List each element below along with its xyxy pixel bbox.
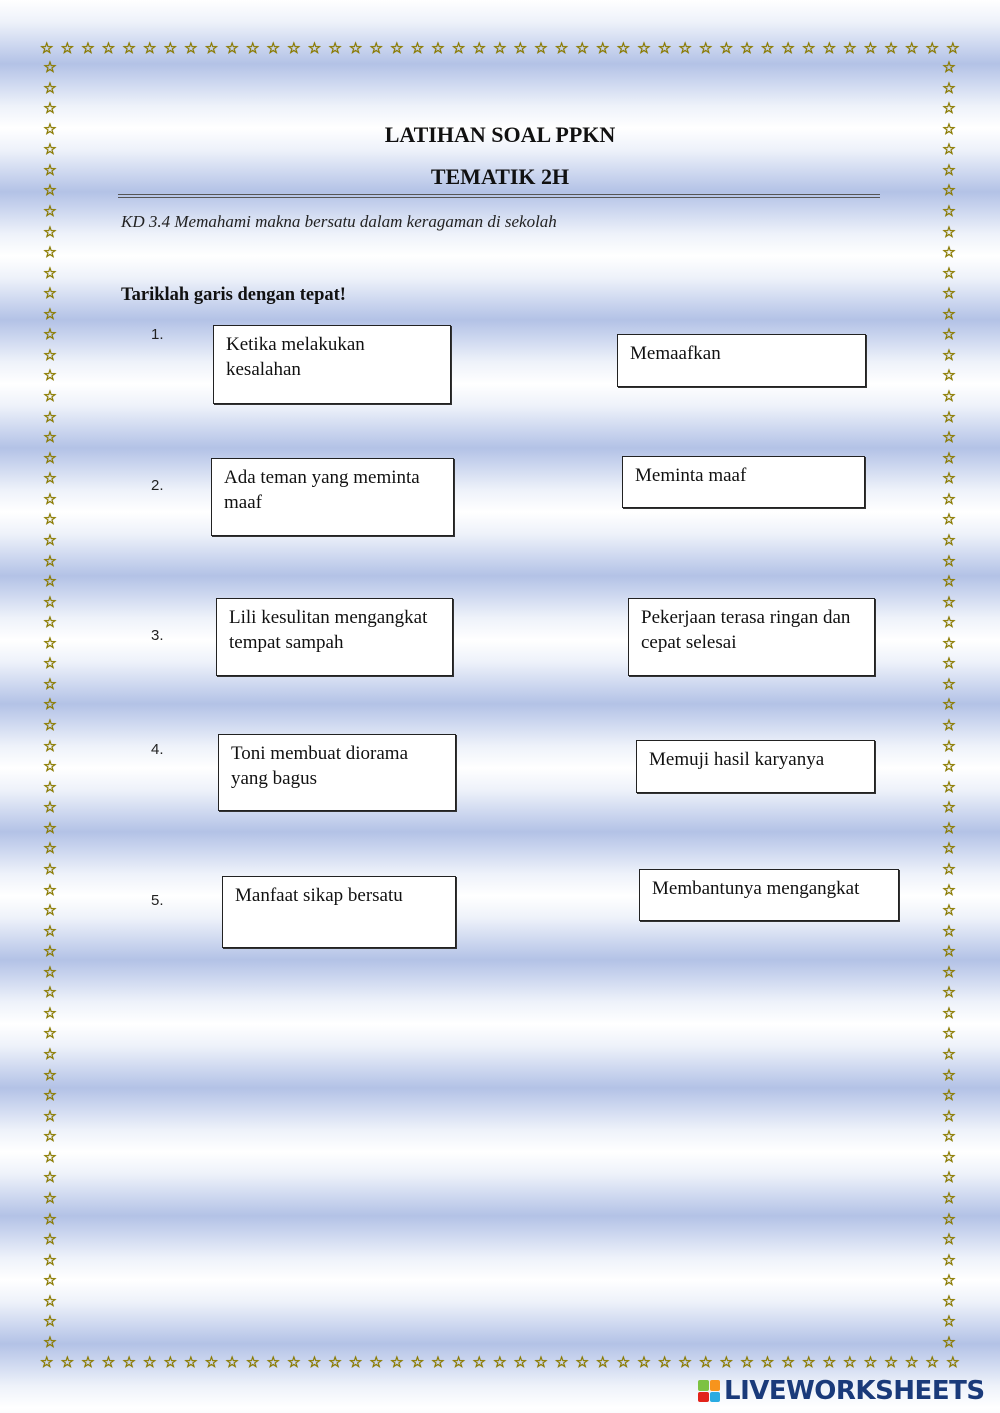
star-icon: ☆ [43, 736, 57, 755]
star-icon: ☆ [184, 1352, 198, 1371]
star-icon: ☆ [43, 510, 57, 529]
star-icon: ☆ [942, 942, 956, 961]
star-icon: ☆ [942, 448, 956, 467]
star-icon: ☆ [942, 777, 956, 796]
star-icon: ☆ [942, 160, 956, 179]
star-icon: ☆ [43, 1024, 57, 1043]
star-icon: ☆ [884, 38, 898, 57]
star-icon: ☆ [43, 695, 57, 714]
star-icon: ☆ [43, 798, 57, 817]
star-icon: ☆ [43, 530, 57, 549]
star-icon: ☆ [942, 1086, 956, 1105]
star-icon: ☆ [43, 859, 57, 878]
competency-statement: KD 3.4 Memahami makna bersatu dalam keragaman di sekolah [121, 212, 557, 231]
star-icon: ☆ [942, 1291, 956, 1310]
star-icon: ☆ [719, 1352, 734, 1371]
star-icon: ☆ [942, 839, 956, 858]
star-icon: ☆ [43, 1250, 57, 1269]
star-icon: ☆ [781, 1352, 795, 1371]
star-icon: ☆ [513, 38, 528, 57]
star-icon: ☆ [225, 38, 239, 57]
star-icon: ☆ [43, 469, 57, 488]
star-icon: ☆ [942, 1003, 956, 1022]
star-icon: ☆ [942, 119, 956, 138]
star-icon: ☆ [43, 942, 57, 961]
star-icon: ☆ [81, 38, 95, 57]
star-icon: ☆ [60, 1352, 75, 1371]
star-icon: ☆ [942, 757, 956, 776]
star-icon: ☆ [43, 880, 57, 899]
star-icon: ☆ [942, 1045, 956, 1063]
star-icon: ☆ [431, 38, 445, 57]
star-icon: ☆ [942, 304, 956, 323]
star-icon: ☆ [43, 222, 57, 241]
star-icon: ☆ [43, 201, 57, 220]
star-icon: ☆ [942, 140, 956, 159]
answer-box-5[interactable]: Membantunya mengangkat [639, 869, 899, 921]
star-icon: ☆ [43, 1209, 57, 1228]
star-icon: ☆ [43, 428, 57, 447]
star-icon: ☆ [942, 345, 956, 364]
star-icon: ☆ [946, 38, 960, 57]
star-icon: ☆ [390, 1352, 404, 1371]
star-icon: ☆ [43, 962, 57, 981]
star-icon: ☆ [942, 736, 956, 755]
star-icon: ☆ [942, 962, 956, 981]
star-icon: ☆ [942, 407, 956, 426]
border-right [939, 60, 959, 1350]
star-icon: ☆ [43, 654, 57, 673]
star-icon: ☆ [822, 1352, 837, 1371]
star-icon: ☆ [184, 38, 198, 57]
star-icon: ☆ [863, 1352, 878, 1371]
star-icon: ☆ [942, 572, 956, 591]
star-icon: ☆ [942, 901, 956, 920]
star-icon: ☆ [204, 1352, 219, 1371]
star-icon: ☆ [942, 510, 956, 529]
star-icon: ☆ [699, 1352, 713, 1371]
star-icon: ☆ [43, 592, 57, 611]
star-icon: ☆ [43, 160, 57, 179]
star-icon: ☆ [43, 716, 57, 734]
logo-square-green [698, 1380, 709, 1391]
star-icon: ☆ [942, 181, 956, 200]
star-icon: ☆ [43, 448, 57, 467]
star-icon: ☆ [43, 1065, 57, 1084]
star-icon: ☆ [575, 1352, 589, 1371]
border-left [40, 60, 60, 1350]
star-icon: ☆ [142, 1352, 157, 1371]
star-icon: ☆ [884, 1352, 898, 1371]
answer-box-3[interactable]: Pekerjaan terasa ringan dan cepat selesai [628, 598, 875, 676]
star-icon: ☆ [699, 38, 713, 57]
star-icon: ☆ [43, 304, 57, 323]
star-icon: ☆ [942, 530, 956, 549]
star-icon: ☆ [410, 1352, 425, 1371]
star-icon: ☆ [60, 38, 75, 57]
star-icon: ☆ [942, 674, 956, 693]
star-icon: ☆ [122, 1352, 136, 1371]
star-icon: ☆ [43, 407, 57, 426]
logo-square-orange [710, 1380, 721, 1391]
star-icon: ☆ [410, 38, 425, 57]
star-icon: ☆ [942, 592, 956, 611]
star-icon: ☆ [348, 38, 363, 57]
star-icon: ☆ [942, 1106, 956, 1125]
star-icon: ☆ [43, 1291, 57, 1310]
star-icon: ☆ [369, 38, 383, 57]
question-box-5[interactable]: Manfaat sikap bersatu [222, 876, 456, 948]
star-icon: ☆ [942, 489, 956, 508]
star-icon: ☆ [843, 1352, 857, 1371]
instruction-text: Tariklah garis dengan tepat! [121, 285, 346, 305]
star-icon: ☆ [493, 38, 507, 57]
star-icon: ☆ [328, 38, 342, 57]
question-box-4[interactable]: Toni membuat diorama yang bagus [218, 734, 456, 811]
star-icon: ☆ [942, 78, 956, 97]
star-icon: ☆ [43, 284, 57, 303]
star-icon: ☆ [43, 901, 57, 920]
star-icon: ☆ [942, 551, 956, 570]
star-icon: ☆ [43, 1003, 57, 1022]
logo-square-lightblue [710, 1392, 721, 1403]
star-icon: ☆ [43, 1168, 57, 1187]
star-icon: ☆ [942, 859, 956, 878]
star-icon: ☆ [43, 1147, 57, 1166]
star-icon: ☆ [942, 716, 956, 734]
logo-text: LIVEWORKSHEETS [724, 1376, 985, 1406]
star-icon: ☆ [942, 1188, 956, 1207]
star-icon: ☆ [43, 181, 57, 200]
star-icon: ☆ [925, 1352, 939, 1371]
star-icon: ☆ [534, 1352, 548, 1371]
star-icon: ☆ [760, 38, 775, 57]
star-icon: ☆ [43, 818, 57, 837]
star-icon: ☆ [431, 1352, 445, 1371]
star-icon: ☆ [43, 1045, 57, 1063]
star-icon: ☆ [43, 674, 57, 693]
star-icon: ☆ [43, 243, 57, 262]
star-icon: ☆ [43, 1106, 57, 1125]
star-icon: ☆ [163, 1352, 178, 1371]
star-icon: ☆ [40, 1352, 54, 1371]
star-icon: ☆ [863, 38, 878, 57]
star-icon: ☆ [942, 613, 956, 632]
star-icon: ☆ [43, 1188, 57, 1207]
star-icon: ☆ [43, 1312, 57, 1331]
star-icon: ☆ [245, 38, 260, 57]
star-icon: ☆ [942, 1209, 956, 1228]
star-icon: ☆ [942, 325, 956, 344]
border-top [40, 38, 960, 58]
star-icon: ☆ [266, 38, 280, 57]
border-bottom [40, 1352, 960, 1372]
star-icon: ☆ [596, 38, 610, 57]
star-icon: ☆ [904, 1352, 919, 1371]
star-icon: ☆ [740, 38, 754, 57]
star-icon: ☆ [513, 1352, 528, 1371]
title-divider-bottom [118, 197, 880, 198]
star-icon: ☆ [946, 1352, 960, 1371]
page-subtitle: TEMATIK 2H [430, 164, 570, 189]
star-icon: ☆ [678, 1352, 692, 1371]
star-icon: ☆ [740, 1352, 754, 1371]
star-icon: ☆ [287, 1352, 301, 1371]
star-icon: ☆ [43, 1332, 57, 1350]
star-icon: ☆ [942, 1271, 956, 1290]
star-icon: ☆ [942, 284, 956, 303]
star-icon: ☆ [596, 1352, 610, 1371]
star-icon: ☆ [942, 818, 956, 837]
star-icon: ☆ [43, 1127, 57, 1146]
page-title: LATIHAN SOAL PPKN [384, 122, 616, 147]
star-icon: ☆ [43, 325, 57, 344]
logo-square-red [698, 1392, 709, 1403]
star-icon: ☆ [554, 1352, 569, 1371]
star-icon: ☆ [942, 1230, 956, 1249]
star-icon: ☆ [942, 222, 956, 241]
star-icon: ☆ [43, 1271, 57, 1290]
liveworksheets-logo [698, 1376, 985, 1406]
star-icon: ☆ [287, 38, 301, 57]
star-icon: ☆ [942, 201, 956, 220]
star-icon: ☆ [43, 613, 57, 632]
star-icon: ☆ [472, 38, 486, 57]
star-icon: ☆ [942, 1312, 956, 1331]
star-icon: ☆ [43, 551, 57, 570]
star-icon: ☆ [942, 1250, 956, 1269]
star-icon: ☆ [40, 38, 54, 57]
star-icon: ☆ [942, 1024, 956, 1043]
star-icon: ☆ [942, 983, 956, 1002]
star-icon: ☆ [43, 387, 57, 405]
star-icon: ☆ [43, 839, 57, 858]
star-icon: ☆ [942, 387, 956, 405]
star-icon: ☆ [925, 38, 939, 57]
star-icon: ☆ [657, 38, 672, 57]
star-icon: ☆ [101, 38, 116, 57]
star-icon: ☆ [942, 428, 956, 447]
star-icon: ☆ [781, 38, 795, 57]
star-icon: ☆ [81, 1352, 95, 1371]
star-icon: ☆ [822, 38, 837, 57]
answer-box-1[interactable]: Memaafkan [617, 334, 866, 387]
star-icon: ☆ [266, 1352, 280, 1371]
star-icon: ☆ [142, 38, 157, 57]
question-box-1[interactable]: Ketika melakukan kesalahan [213, 325, 451, 404]
star-icon: ☆ [307, 1352, 322, 1371]
question-box-2[interactable]: Ada teman yang meminta maaf [211, 458, 454, 536]
question-number: 4. [151, 741, 164, 758]
star-icon: ☆ [942, 1332, 956, 1350]
star-icon: ☆ [760, 1352, 775, 1371]
star-icon: ☆ [328, 1352, 342, 1371]
star-icon: ☆ [942, 469, 956, 488]
star-icon: ☆ [942, 243, 956, 262]
star-icon: ☆ [534, 38, 548, 57]
star-icon: ☆ [43, 572, 57, 591]
star-icon: ☆ [942, 880, 956, 899]
star-icon: ☆ [942, 1065, 956, 1084]
liveworksheets-logo-icon [698, 1380, 720, 1402]
star-icon: ☆ [101, 1352, 116, 1371]
title-divider-top [118, 194, 880, 195]
star-icon: ☆ [43, 757, 57, 776]
star-icon: ☆ [942, 654, 956, 673]
question-box-3[interactable]: Lili kesulitan mengangkat tempat sampah [216, 598, 453, 676]
star-icon: ☆ [801, 1352, 816, 1371]
star-icon: ☆ [451, 1352, 466, 1371]
star-icon: ☆ [163, 38, 178, 57]
star-icon: ☆ [942, 921, 956, 940]
star-icon: ☆ [245, 1352, 260, 1371]
star-icon: ☆ [204, 38, 219, 57]
star-icon: ☆ [942, 1168, 956, 1187]
star-icon: ☆ [942, 60, 956, 76]
star-icon: ☆ [657, 1352, 672, 1371]
star-icon: ☆ [637, 1352, 651, 1371]
star-icon: ☆ [43, 1086, 57, 1105]
star-icon: ☆ [942, 1127, 956, 1146]
star-icon: ☆ [637, 38, 651, 57]
star-icon: ☆ [348, 1352, 363, 1371]
question-number: 3. [151, 627, 164, 644]
star-icon: ☆ [719, 38, 734, 57]
star-icon: ☆ [43, 983, 57, 1002]
star-icon: ☆ [43, 99, 57, 118]
star-icon: ☆ [390, 38, 404, 57]
star-icon: ☆ [43, 633, 57, 652]
star-icon: ☆ [616, 1352, 631, 1371]
star-icon: ☆ [942, 263, 956, 282]
star-icon: ☆ [43, 78, 57, 97]
star-icon: ☆ [678, 38, 692, 57]
star-icon: ☆ [43, 1230, 57, 1249]
answer-box-2[interactable]: Meminta maaf [622, 456, 865, 508]
star-icon: ☆ [942, 366, 956, 385]
star-icon: ☆ [843, 38, 857, 57]
star-icon: ☆ [43, 263, 57, 282]
star-icon: ☆ [575, 38, 589, 57]
star-icon: ☆ [122, 38, 136, 57]
star-icon: ☆ [43, 119, 57, 138]
star-icon: ☆ [307, 38, 322, 57]
star-icon: ☆ [225, 1352, 239, 1371]
star-icon: ☆ [942, 99, 956, 118]
star-icon: ☆ [904, 38, 919, 57]
star-icon: ☆ [43, 921, 57, 940]
star-icon: ☆ [43, 60, 57, 76]
star-icon: ☆ [942, 633, 956, 652]
star-icon: ☆ [43, 140, 57, 159]
star-icon: ☆ [942, 1147, 956, 1166]
star-icon: ☆ [43, 489, 57, 508]
star-icon: ☆ [942, 798, 956, 817]
question-number: 5. [151, 892, 164, 909]
answer-box-4[interactable]: Memuji hasil karyanya [636, 740, 875, 793]
star-icon: ☆ [472, 1352, 486, 1371]
question-number: 2. [151, 477, 164, 494]
star-icon: ☆ [43, 777, 57, 796]
star-icon: ☆ [942, 695, 956, 714]
star-icon: ☆ [616, 38, 631, 57]
star-icon: ☆ [43, 366, 57, 385]
star-icon: ☆ [43, 345, 57, 364]
question-number: 1. [151, 326, 164, 343]
star-icon: ☆ [493, 1352, 507, 1371]
star-icon: ☆ [554, 38, 569, 57]
star-icon: ☆ [451, 38, 466, 57]
star-icon: ☆ [369, 1352, 383, 1371]
star-icon: ☆ [801, 38, 816, 57]
